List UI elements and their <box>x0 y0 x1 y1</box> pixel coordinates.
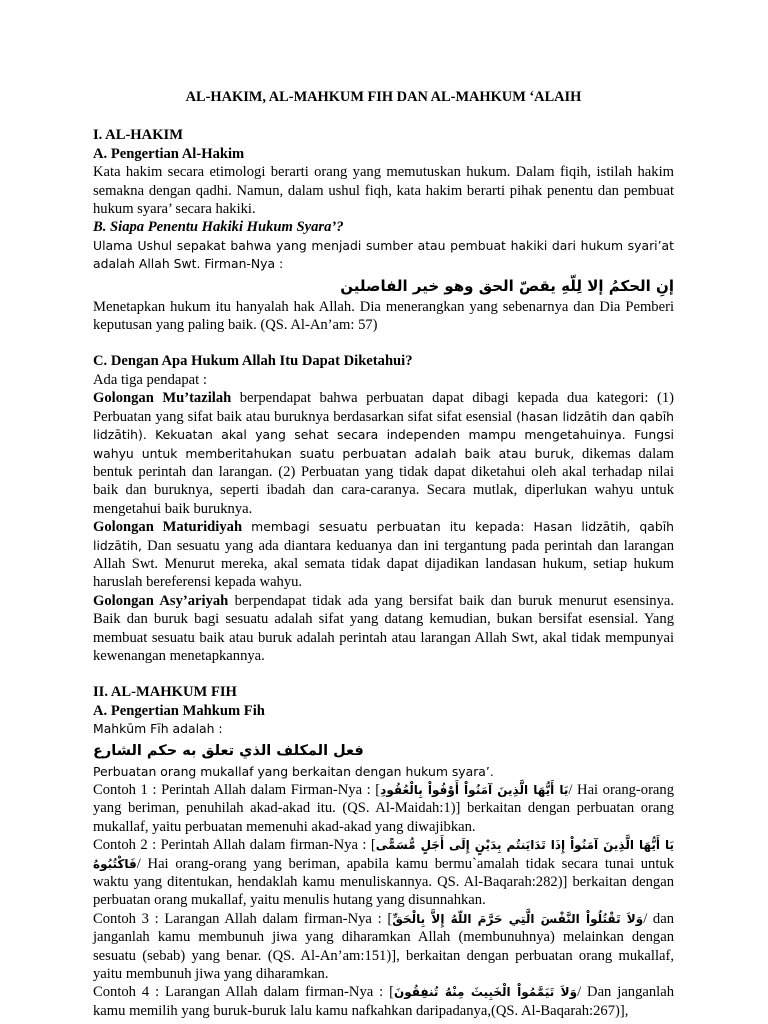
mahkum-fih-definition-label: Mahkūm Fīh adalah : <box>93 721 223 737</box>
mutazilah-text-c: dikemas dalam bentuk perintah dan larangan. (2) Perbuatan yang tidak dapat diketahui oleh akal terhadap nilai baik dan buruknya, seperti ibadah dan cara-caranya. Secara mutlak, diperlukan wahyu untuk mengetahui baik buruknya. <box>93 445 675 517</box>
mutazilah-name: Golongan Mu’tazilah <box>93 390 232 407</box>
example-4-text: / Dan janganlah kamu memilih yang buruk-buruk lalu kamu nafkahkan daripadanya,(QS. Al-Baqarah:267)], <box>93 984 674 1019</box>
example-1 <box>93 781 674 836</box>
maturidiyah-paragraph <box>93 518 674 592</box>
example-3-text: / dan janganlah kamu membunuh jiwa yang diharamkan Allah (membunuhnya) melainkan dengan sesuatu (sebab) yang benar. (QS. Al-An’am:151)], berkaitan dengan perbuatan orang mukallaf, yaitu membunuh jiwa yang diharamkan. <box>93 910 674 983</box>
example-4 <box>93 983 674 1020</box>
asyariyah-paragraph <box>93 592 674 666</box>
mutazilah-text-b: (hasan lidzātih dan qabīh lidzātih). Kekuatan akal yang sehat secara independen mampu mengetahuinya. Fungsi wahyu untuk memberitahukan suatu perbuatan adalah baik atau buruk, <box>93 408 674 461</box>
asyariyah-text: berpendapat tidak ada yang bersifat baik dan buruk menurut esensinya. Baik dan buruk bagi sesuatu adalah sifat yang datang kemudian, bukan bersifat esensial. Yang membuat sesuatu baik atau buruk adalah perintah atau larangan Allah Swt, akal tidak mempunyai kewenangan menetapkannya. <box>93 592 674 664</box>
maturidiyah-text-b: Dan sesuatu yang ada diantara keduanya dan ini tergantung pada perintah dan larangan Allah Swt. Menurut mereka, akal semata tidak dapat dijadikan landasan hukum, setiap hukum haruslah bereferensi kepada wahyu. <box>93 537 674 591</box>
example-1-lead: Contoh 1 : Perintah Allah dalam Firman-Nya : [ <box>93 782 381 798</box>
example-1-text: / Hai orang-orang yang beriman, penuhilah akad-akad itu. (QS. Al-Maidah:1)] berkaitan dengan perbuatan orang mukallaf, yaitu perbuatan memenuhi akad-akad yang diwajibkan. <box>93 782 674 835</box>
example-2-text: / Hai orang-orang yang beriman, apabila kamu bermu`amalah tidak secara tunai untuk waktu yang ditentukan, hendaklah kamu menuliskannya. QS. Al-Baqarah:282)] berkaitan dengan perbuatan orang mukallaf, yaitu menulis hutang yang disunnahkan. <box>93 855 674 909</box>
example-4-arabic: وَلاَ تَيَمَّمُواْ الْخَبِيثَ مِنْهُ تُنفِقُونَ <box>393 985 578 1000</box>
maturidiyah-text-a: membagi sesuatu perbuatan itu kepada: Hasan lidzātih, qabīh lidzātih, <box>93 519 675 553</box>
example-2 <box>93 836 674 910</box>
section-1a-text: Kata hakim secara etimologi berarti orang yang memutuskan hukum. Dalam fiqih, istilah hakim semakna dengan qadhi. Namun, dalam ushul fiqh, kata hakim berarti pihak penentu dan pembuat hukum syara’ secara hakiki. <box>93 164 674 218</box>
document-title: AL-HAKIM, AL-MAHKUM FIH DAN AL-MAHKUM ‘ALAIH <box>185 89 582 105</box>
section-1b-text: Ulama Ushul sepakat bahwa yang menjadi sumber atau pembuat hakiki dari hukum syari’at adalah Allah Swt. Firman-Nya : <box>93 237 674 272</box>
quran-verse-arabic: إنِ الحكمُ إلا لِلّهِ يقصّ الحق وهو خير الفاصلين <box>340 276 674 295</box>
mahkum-fih-definition-text: Perbuatan orang mukallaf yang berkaitan dengan hukum syara’. <box>93 763 494 779</box>
section-1a-heading: A. Pengertian Al-Hakim <box>93 145 245 162</box>
mutazilah-text-a: berpendapat bahwa perbuatan dapat dibagi kepada dua kategori: (1) Perbuatan yang sifat baik atau buruknya berdasarkan sifat sifat esensial <box>93 390 674 425</box>
example-4-lead: Contoh 4 : Larangan Allah dalam firman-Nya : [ <box>93 984 394 1001</box>
example-3-arabic: وَلاَ تَقْتُلُواْ النَّفْسَ الَّتِي حَرَّمَ اللّهُ إِلاَّ بِالْحَقِّ <box>392 911 644 926</box>
example-3 <box>93 910 674 984</box>
section-1-heading: I. AL-HAKIM <box>93 127 183 144</box>
asyariyah-name: Golongan Asy’ariyah <box>93 592 229 609</box>
section-2-heading: II. AL-MAHKUM FIH <box>93 684 237 701</box>
quran-verse-translation: Menetapkan hukum itu hanyalah hak Allah. Dia menerangkan yang sebenarnya dan Dia Pemberi keputusan yang paling baik. (QS. Al-An’am: 57) <box>93 298 674 334</box>
example-3-lead: Contoh 3 : Larangan Allah dalam firman-Nya : [ <box>93 910 393 927</box>
mutazilah-paragraph <box>93 389 674 518</box>
example-2-lead: Contoh 2 : Perintah Allah dalam firman-Nya : [ <box>93 837 376 854</box>
maturidiyah-name: Golongan Maturidiyah <box>93 519 243 536</box>
section-1c-intro: Ada tiga pendapat : <box>93 371 207 388</box>
example-1-arabic: يَا أَيُّهَا الَّذِينَ آمَنُواْ أَوْفُواْ بِالْعُقُودِ <box>380 783 569 797</box>
section-1b-heading: B. Siapa Penentu Hakiki Hukum Syara’? <box>93 219 344 236</box>
mahkum-fih-definition-arabic: فعل المكلف الذي تعلق به حكم الشارع <box>93 742 364 759</box>
section-1c-heading: C. Dengan Apa Hukum Allah Itu Dapat Diketahui? <box>93 353 413 370</box>
example-2-arabic: يَا أَيُّهَا الَّذِينَ آمَنُواْ إِذَا تَدَايَنتُم بِدَيْنٍ إِلَى أَجَلٍ مُّسَمًّى فَاكْتُبُوهُ <box>93 838 674 871</box>
section-2a-heading: A. Pengertian Mahkum Fih <box>93 702 265 719</box>
